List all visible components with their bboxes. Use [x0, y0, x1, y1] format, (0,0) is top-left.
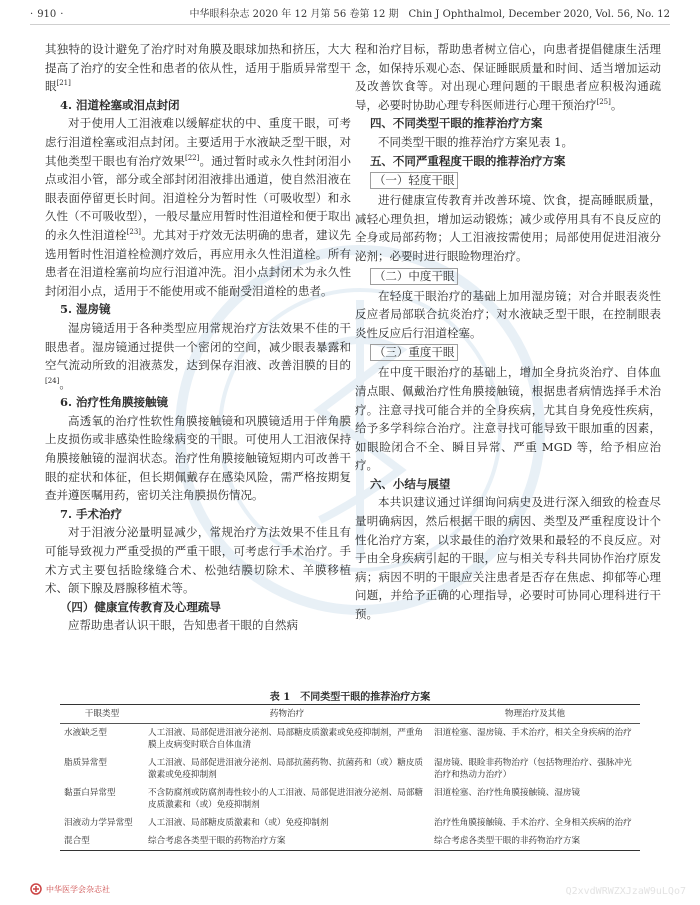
- table-cell: 泪道栓塞、湿房镜、手术治疗，相关全身疾病的治疗: [434, 728, 632, 738]
- subsection-heading: （二）中度干眼: [370, 268, 459, 285]
- paragraph: 不同类型干眼的推荐治疗方案见表 1。: [378, 134, 573, 149]
- subsection-heading: 7. 手术治疗: [59, 506, 122, 521]
- table-cell: 人工泪液、局部促进泪液分泌剂、局部抗菌药物、抗菌药和（或）糖皮质激素或免疫抑制剂: [148, 758, 424, 780]
- paragraph: 湿房镜适用于各种类型应用常规治疗方法效果不佳的干眼患者。湿房镜通过提供一个密闭的空间，减少眼表暴露和空气流动所致的泪液蒸发，达到保存泪液、改善泪膜的目的[24]。: [45, 320, 351, 391]
- table-row: [60, 724, 640, 755]
- running-header: [30, 6, 670, 25]
- column-header: 物理治疗及其他: [430, 705, 640, 724]
- header-dot: ·: [30, 9, 34, 20]
- section-heading: 六、小结与展望: [369, 476, 451, 491]
- table-row: [60, 814, 640, 832]
- paragraph: 进行健康宣传教育并改善环境、饮食，提高睡眠质量，减轻心理负担，增加运动锻炼；减少或停用具有不良反应的全身或局部药物；人工泪液按需使用；局部使用促进泪液分泌剂；必要时进行眼睑物理治疗。: [355, 193, 661, 263]
- table-cell: 黏蛋白异常型: [64, 788, 116, 798]
- table-cell: 泪液动力学异常型: [64, 818, 133, 828]
- subsection-heading: 6. 治疗性角膜接触镜: [59, 395, 168, 410]
- section-heading: 四、不同类型干眼的推荐治疗方案: [369, 116, 543, 131]
- document-code: Q2xvdWRWZXJzaW9uLQo7: [565, 886, 686, 897]
- table-caption: 表 1 不同类型干眼的推荐治疗方案: [269, 692, 431, 703]
- column-header: 药物治疗: [144, 705, 430, 724]
- publisher-logo: [30, 883, 110, 895]
- publisher-icon: [30, 883, 42, 895]
- right-column: [355, 40, 661, 624]
- table-cell: 不含防腐剂或防腐剂毒性较小的人工泪液、局部促进泪液分泌剂、局部糖皮质激素和（或）免疫抑制剂: [148, 788, 424, 810]
- table-cell: 混合型: [60, 832, 144, 851]
- section-heading: 五、不同严重程度干眼的推荐治疗方案: [369, 153, 566, 168]
- table-cell: 综合考虑各类型干眼的非药物治疗方案: [430, 832, 640, 851]
- table-cell: 治疗性角膜接触镜、手术治疗、全身相关疾病的治疗: [434, 818, 632, 828]
- subsection-heading: （四）健康宣传教育及心理疏导: [59, 599, 221, 614]
- table-row: [60, 832, 640, 851]
- page-number: 910: [37, 9, 57, 20]
- subsection-heading: 5. 湿房镜: [59, 302, 111, 317]
- paragraph: 应帮助患者认识干眼，告知患者干眼的自然病: [68, 618, 298, 633]
- paragraph: 其独特的设计避免了治疗时对角膜及眼球加热和挤压，大大提高了治疗的安全性和患者的依从性，适用于脂质异常型干眼[21]: [45, 42, 351, 94]
- subsection-heading: （三）重度干眼: [370, 344, 459, 361]
- subsection-heading: 4. 泪道栓塞或泪点封闭: [59, 97, 180, 112]
- paragraph: 本共识建议通过详细询问病史及进行深入细致的检查尽量明确病因，然后根据干眼的病因、类型及严重程度设计个性化治疗方案，以求最佳的治疗效果和最轻的不良反应。对于由全身疾病引起的干眼，应与相关专科共同协作治疗原发病；病因不明的干眼应关注患者是否存在焦虑、抑郁等心理问题，并给予正确的心理指导，必要时可协同心理科进行干预。: [355, 495, 661, 622]
- publisher-name: 中华医学会杂志社: [46, 884, 110, 894]
- journal-info: 中华眼科杂志 2020 年 12 月第 56 卷第 12 期 Chin J Ophthalmol, December 2020, Vol. 56, No. 12: [189, 9, 670, 20]
- left-column: [45, 40, 351, 635]
- column-header: 干眼类型: [60, 705, 144, 724]
- table-cell: 综合考虑各类型干眼的药物治疗方案: [144, 832, 430, 851]
- header-dot-2: ·: [60, 9, 64, 20]
- paragraph: 对于泪液分泌量明显减少，常规治疗方法效果不佳且有可能导致视力严重受损的严重干眼，可考虑行手术治疗。手术方式主要包括睑缘缝合术、松弛结膜切除术、羊膜移植术、颌下腺及唇腺移植术等。: [45, 525, 351, 596]
- paragraph: 高透氧的治疗性软性角膜接触镜和巩膜镜适用于伴角膜上皮损伤或非感染性睑缘病变的干眼。可使用人工泪液保持角膜接触镜的湿润状态。治疗性角膜接触镜短期内可改善干眼的症状和体征，但长期佩戴存在感染风险，需严格按期复查并遵医嘱用药，密切关注角膜损伤情况。: [45, 413, 351, 503]
- treatment-table: [60, 704, 640, 851]
- subsection-heading: （一）轻度干眼: [370, 172, 459, 189]
- paragraph: 程和治疗目标，帮助患者树立信心，向患者提倡健康生活理念，如保持乐观心态、保证睡眠质量和时间、适当增加运动及改善饮食等。对出现心理问题的干眼患者应积极沟通疏导，必要时协助心理专科医师进行心理干预治疗[25]。: [355, 42, 661, 112]
- table-cell: 湿房镜、眼睑非药物治疗（包括物理治疗、强脉冲光治疗和热动力治疗）: [434, 758, 632, 780]
- paragraph: 对于使用人工泪液难以缓解症状的中、重度干眼，可考虑行泪道栓塞或泪点封闭。主要适用于水液缺乏型干眼，对其他类型干眼也有治疗效果[22]。通过暂时或永久性封闭泪小点或泪小管，部分或全部封闭泪液排出通道，使自然泪液在眼表面停留更长时间。泪道栓分为暂时性（可吸收型）和永久性（不可吸收型），一般尽量应用暂时性泪道栓和便于取出的永久性泪道栓[23]。尤其对于疗效无法明确的患者，建议先选用暂时性泪道栓检测疗效后，再应用永久性泪道栓。所有患者在泪道栓塞前均应行泪道冲洗。泪小点封闭术为永久性封闭泪小点，适用于不能使用或不能耐受泪道栓的患者。: [45, 116, 352, 298]
- table-cell: 人工泪液、局部糖皮质激素和（或）免疫抑制剂: [148, 818, 329, 828]
- table-row: [60, 754, 640, 784]
- table-cell: 脂质异常型: [64, 758, 107, 768]
- table-row: [60, 784, 640, 814]
- table-cell: 泪道栓塞、治疗性角膜接触镜、湿房镜: [434, 788, 581, 798]
- paragraph: 在轻度干眼治疗的基础上加用湿房镜；对合并眼表炎性反应者局部联合抗炎治疗；对水液缺乏型干眼，在控制眼表炎性反应后行泪道栓塞。: [355, 288, 661, 340]
- table-cell: 水液缺乏型: [64, 728, 107, 738]
- table-cell: 人工泪液、局部促进泪液分泌剂、局部糖皮质激素或免疫抑制剂，严重角膜上皮病变时联合自体血清: [148, 728, 424, 750]
- table-header-row: [60, 705, 640, 724]
- paragraph: 在中度干眼治疗的基础上，增加全身抗炎治疗、自体血清点眼、佩戴治疗性角膜接触镜，根据患者病情选择手术治疗。注意寻找可能合并的全身疾病，尤其自身免疫性疾病，给予多学科综合治疗。注意寻找可能导致干眼加重的因素，如眼睑闭合不全、瞬目异常、严重 MGD 等，给予相应治疗。: [355, 365, 661, 473]
